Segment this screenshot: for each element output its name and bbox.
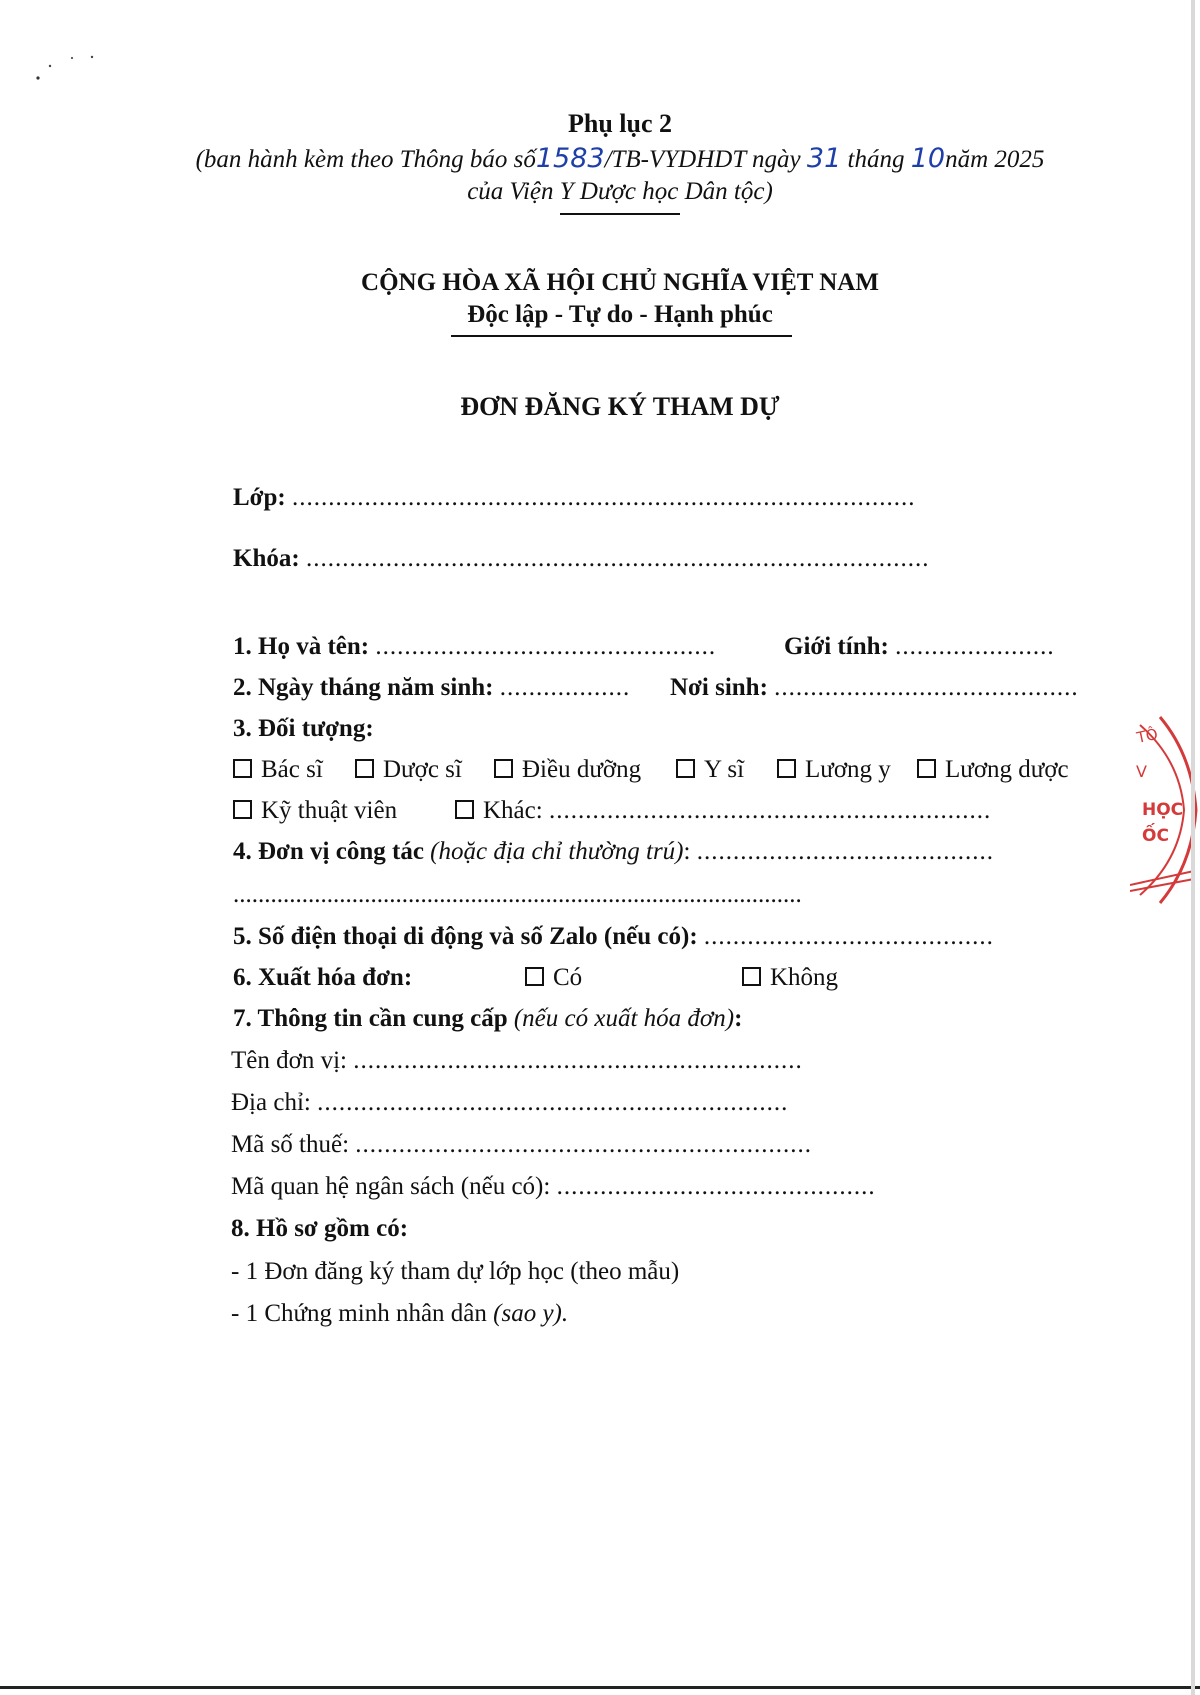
tax-label: Mã số thuế:: [231, 1131, 350, 1158]
appendix-reference-line: [0, 143, 1200, 176]
handwritten-month: 10: [910, 143, 946, 174]
address-label: Địa chỉ:: [231, 1089, 311, 1116]
phone-label: 5. Số điện thoại di động và số Zalo (nếu có):: [233, 923, 698, 950]
target-option-label: Kỹ thuật viên: [261, 797, 398, 824]
target-label: 3. Đối tượng:: [233, 715, 374, 742]
other-input[interactable]: .............................................................: [548, 797, 992, 824]
appendix-ref-text-c: tháng: [847, 146, 905, 173]
workplace-colon: :: [683, 838, 691, 865]
checkbox[interactable]: [455, 800, 474, 819]
target-option-technician[interactable]: [233, 795, 397, 827]
target-option-label: Y sĩ: [704, 756, 745, 783]
appendix-issuer-line: của Viện Y Dược học Dân tộc): [467, 178, 773, 205]
country-name: CỘNG HÒA XÃ HỘI CHỦ NGHĨA VIỆT NAM: [361, 269, 879, 296]
handwritten-day: 31: [806, 143, 842, 174]
name-row: [233, 631, 716, 663]
doc-item-2: [231, 1298, 568, 1330]
workplace-label: 4. Đơn vị công tác: [233, 838, 424, 865]
info-label: 7. Thông tin cần cung cấp: [233, 1005, 508, 1032]
target-option-label: Khác:: [483, 797, 543, 824]
pob-input[interactable]: ..........................................: [774, 674, 1079, 701]
svg-text:V: V: [1136, 762, 1147, 781]
handwritten-notice-number: 1583: [535, 143, 605, 174]
checkbox[interactable]: [777, 759, 796, 778]
unit-row: [231, 1045, 803, 1077]
target-option-traditional-pharmacist[interactable]: [917, 754, 1069, 786]
checkbox[interactable]: [355, 759, 374, 778]
appendix-ref-text-a: (ban hành kèm theo Thông báo số: [195, 146, 536, 173]
checkbox[interactable]: [676, 759, 695, 778]
dob-label: 2. Ngày tháng năm sinh:: [233, 674, 494, 701]
target-option-label: Điều dưỡng: [522, 756, 642, 783]
unit-label: Tên đơn vị:: [231, 1047, 347, 1074]
budget-input[interactable]: ............................................: [556, 1173, 876, 1200]
invoice-option-no[interactable]: [742, 962, 838, 994]
appendix-underline: [560, 213, 680, 215]
class-input[interactable]: ......................................................................................: [292, 484, 916, 511]
info-row: [233, 1003, 742, 1035]
invoice-yes-label: Có: [553, 964, 583, 991]
workplace-row: [233, 836, 994, 868]
target-option-label: Lương dược: [945, 756, 1069, 783]
budget-label: Mã quan hệ ngân sách (nếu có):: [231, 1173, 551, 1200]
dob-input[interactable]: ..................: [499, 674, 631, 701]
info-note: (nếu có xuất hóa đơn): [513, 1005, 735, 1032]
gender-row: [784, 631, 1055, 663]
target-option-nurse[interactable]: [494, 754, 641, 786]
appendix-ref-text-b: /TB-VYDHDT ngày: [604, 146, 801, 173]
target-option-label: Lương y: [805, 756, 891, 783]
scan-bottom-edge: [0, 1686, 1200, 1689]
docs-label: 8. Hồ sơ gồm có:: [231, 1215, 409, 1242]
address-input[interactable]: .................................................................: [317, 1089, 789, 1116]
budget-row: [231, 1171, 876, 1203]
course-row: [233, 543, 929, 575]
doc-item-2-text: - 1 Chứng minh nhân dân: [231, 1300, 487, 1327]
name-input[interactable]: ...............................................: [375, 633, 717, 660]
phone-row: [233, 921, 994, 953]
scan-specks: [34, 52, 114, 92]
tax-row: [231, 1129, 812, 1161]
gender-label: Giới tính:: [784, 633, 889, 660]
seal-text-oc: ỐC: [1142, 826, 1169, 846]
gender-input[interactable]: ......................: [895, 633, 1055, 660]
checkbox[interactable]: [233, 759, 252, 778]
checkbox[interactable]: [742, 967, 761, 986]
checkbox[interactable]: [917, 759, 936, 778]
target-option-doctor[interactable]: [233, 754, 323, 786]
class-label: Lớp:: [233, 484, 286, 511]
target-option-pharmacist[interactable]: [355, 754, 462, 786]
invoice-no-label: Không: [770, 964, 839, 991]
doc-item-1: - 1 Đơn đăng ký tham dự lớp học (theo mẫu): [231, 1258, 680, 1285]
form-title: ĐƠN ĐĂNG KÝ THAM DỰ: [460, 392, 780, 421]
workplace-note: (hoặc địa chỉ thường trú): [430, 838, 684, 865]
workplace-input[interactable]: .........................................: [696, 838, 994, 865]
address-row: [231, 1087, 788, 1119]
course-input[interactable]: ......................................................................................: [305, 545, 930, 572]
scan-right-edge: [1191, 0, 1195, 1695]
appendix-ref-text-d: năm 2025: [945, 146, 1045, 173]
stamp-seal-partial: [1130, 715, 1200, 905]
svg-text:ТÔ: ТÔ: [1135, 724, 1160, 747]
national-motto: Độc lập - Tự do - Hạnh phúc: [467, 301, 773, 328]
pob-row: [670, 672, 1079, 704]
class-row: [233, 482, 916, 514]
dob-row: [233, 672, 630, 704]
unit-input[interactable]: ..............................................................: [353, 1047, 803, 1074]
info-colon: :: [734, 1005, 743, 1032]
target-option-traditional-doctor[interactable]: [777, 754, 891, 786]
checkbox[interactable]: [494, 759, 513, 778]
tax-input[interactable]: ...............................................................: [355, 1131, 813, 1158]
phone-input[interactable]: ........................................: [703, 923, 994, 950]
checkbox[interactable]: [525, 967, 544, 986]
target-option-other[interactable]: [455, 795, 991, 827]
checkbox[interactable]: [233, 800, 252, 819]
appendix-title: Phụ lục 2: [567, 109, 673, 138]
seal-text-hoc: HỌC: [1142, 800, 1184, 820]
name-label: 1. Họ và tên:: [233, 633, 370, 660]
target-option-label: Bác sĩ: [261, 756, 323, 783]
workplace-input-line-2[interactable]: ...........................................................................................: [233, 881, 802, 908]
motto-underline: [451, 335, 792, 337]
pob-label: Nơi sinh:: [670, 674, 768, 701]
target-option-label: Dược sĩ: [383, 756, 462, 783]
invoice-label: 6. Xuất hóa đơn:: [233, 964, 413, 991]
invoice-option-yes[interactable]: [525, 962, 582, 994]
doc-item-2-note: (sao y).: [493, 1300, 569, 1327]
target-option-assistant-doctor[interactable]: [676, 754, 744, 786]
course-label: Khóa:: [233, 545, 300, 572]
